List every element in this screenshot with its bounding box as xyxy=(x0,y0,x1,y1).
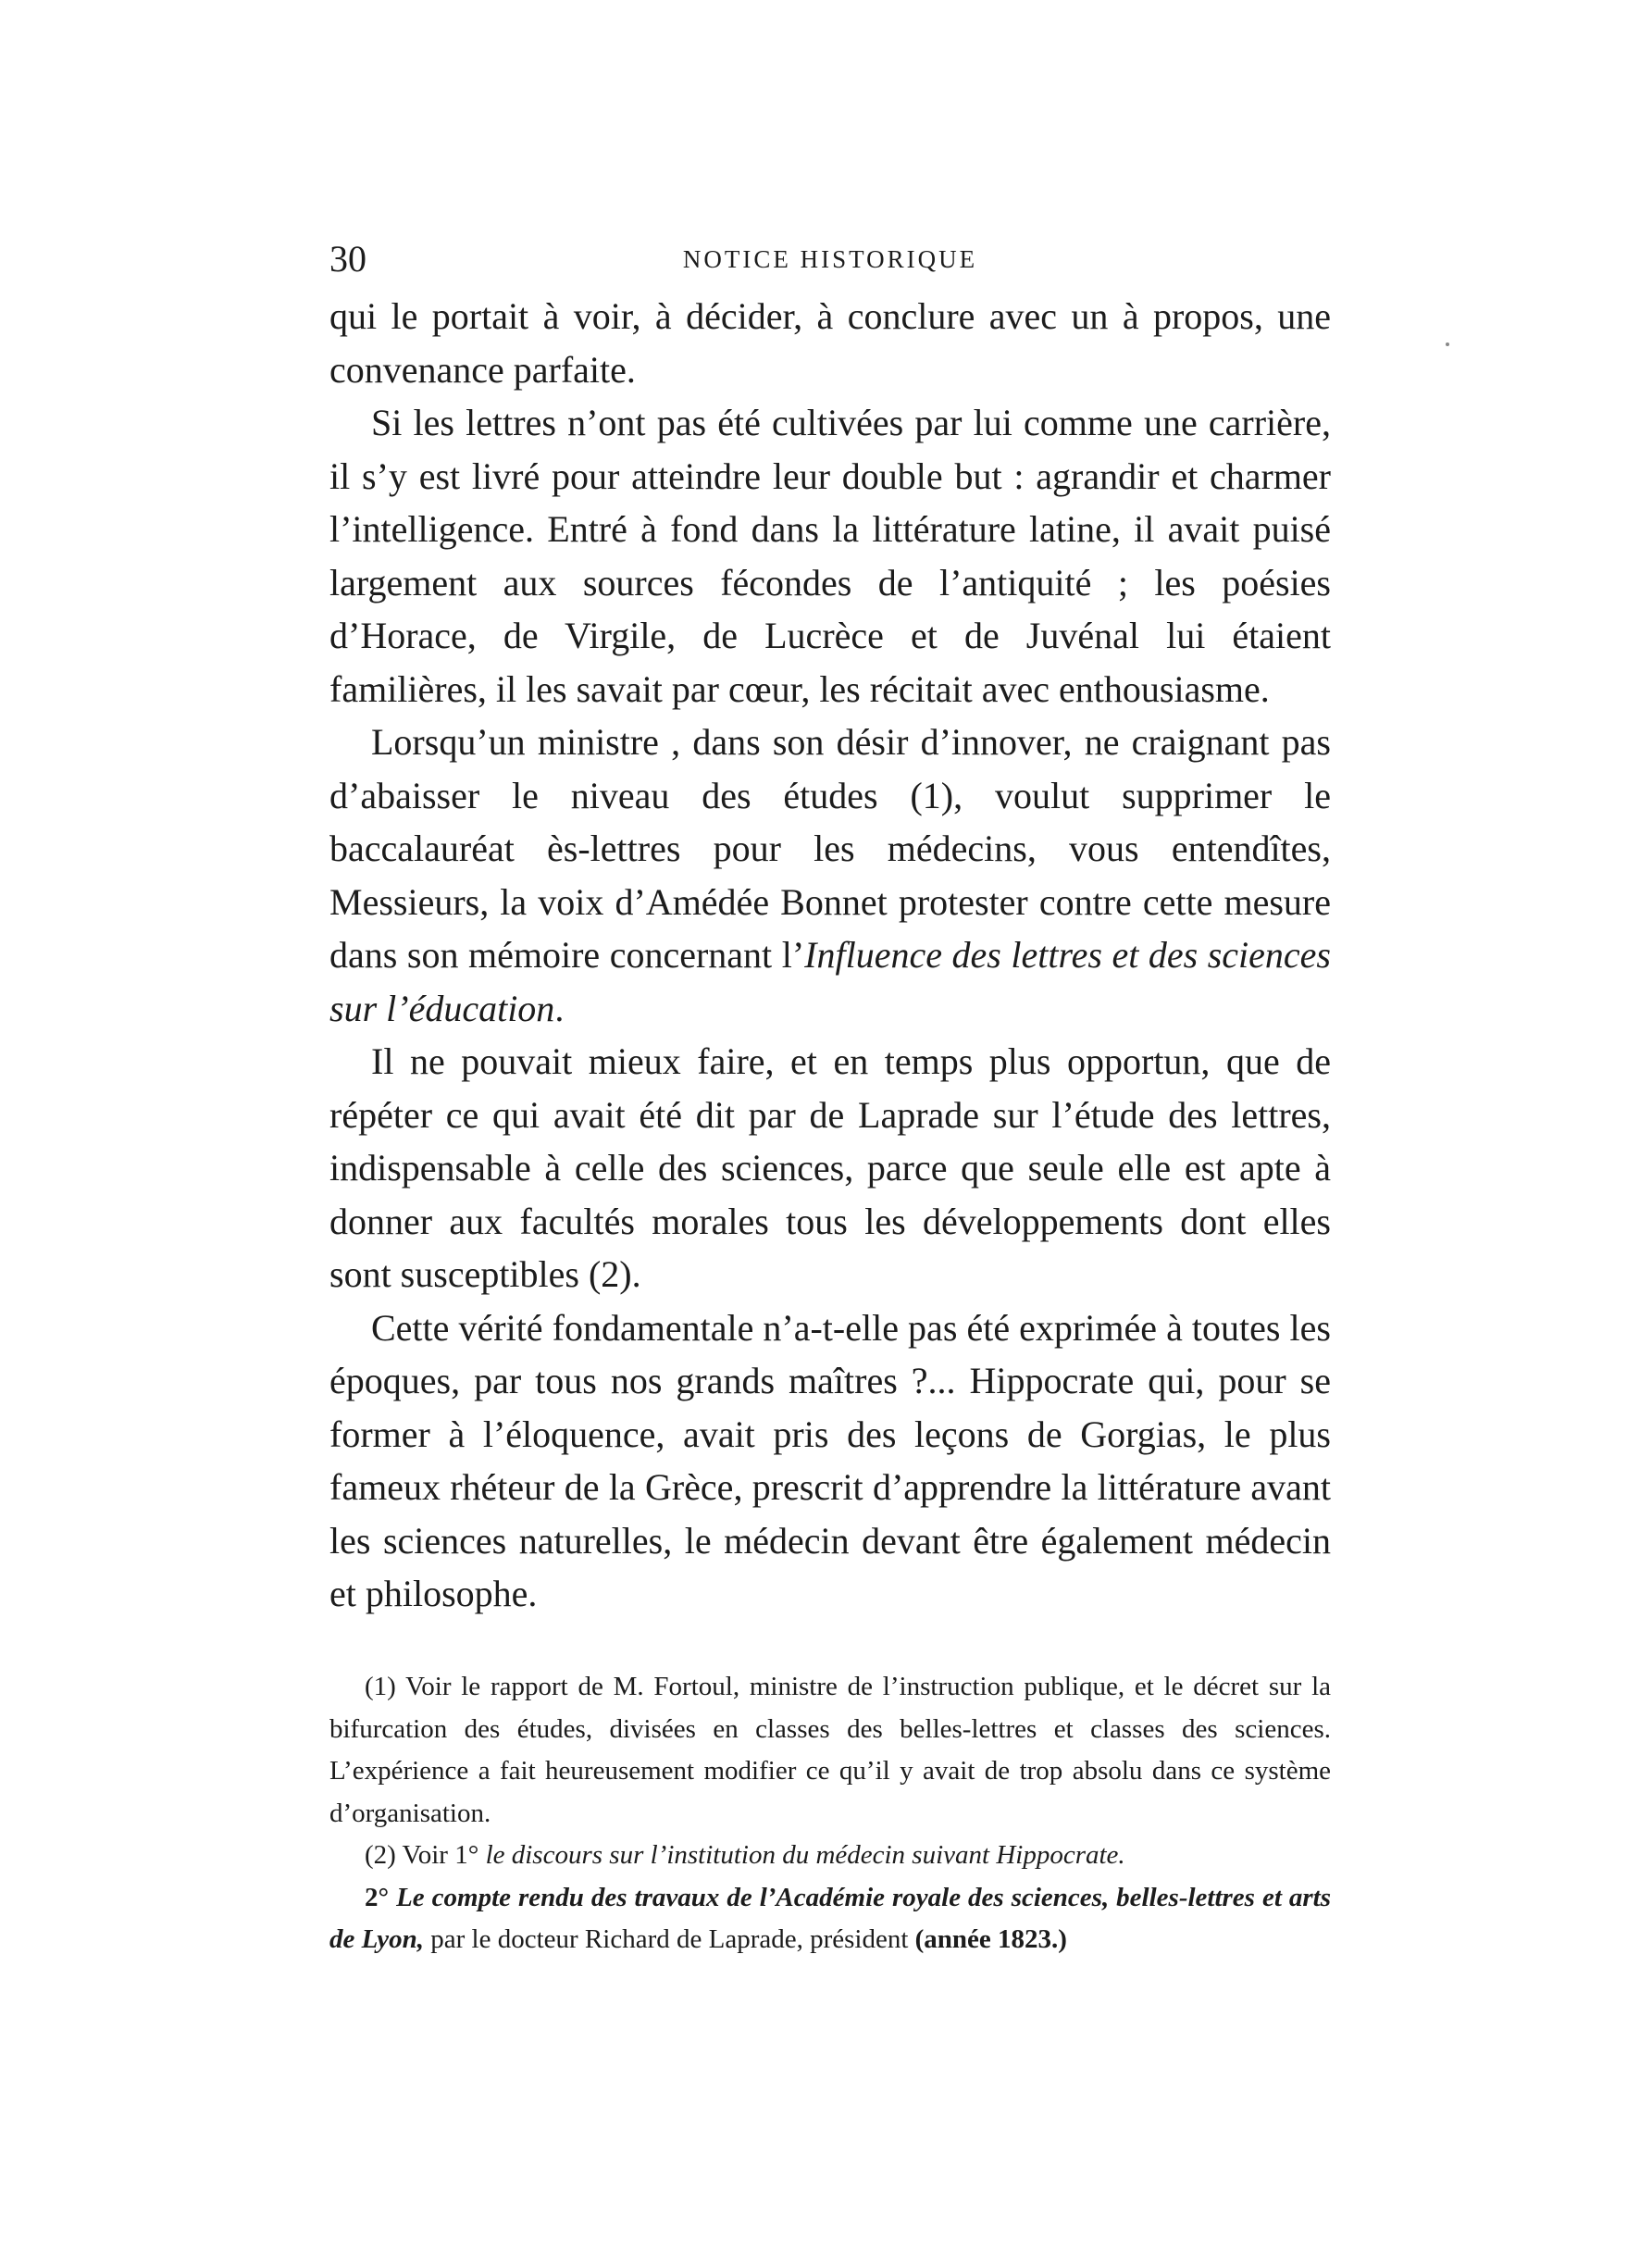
page-number: 30 xyxy=(329,238,366,280)
footnote-2 xyxy=(329,1835,1331,1877)
footnote-2-title: le discours sur l’institution du médecin suivant Hippocrate. xyxy=(485,1840,1125,1870)
footnote-1: (1) Voir le rapport de M. Fortoul, ministre de l’instruction publique, et le décret sur la bifurcation des études, divisées en classes des belles-lettres et classes des sciences. L’expérience a fait heureusement modifier ce qu’il y avait de trop absolu dans ce système d’organisation. xyxy=(329,1672,1331,1828)
footnotes xyxy=(329,1666,1331,1961)
memoir-title: Influence des lettres et des sciences sur l’éducation xyxy=(329,934,1331,1029)
footnote-2b-prefix: 2° xyxy=(365,1882,390,1912)
paragraph-3 xyxy=(329,716,1331,1035)
main-text xyxy=(329,290,1331,1621)
page-header xyxy=(329,231,1331,287)
paragraph-2: Si les lettres n’ont pas été cultivées par lui comme une carrière, il s’y est livré pour atteindre leur double but : agrandir et charmer l’intelligence. Entré à fond dans la littérature latine, il avait puisé largement aux sources fécondes de l’antiquité ; les poésies d’Horace, de Virgile, de Lucrèce et de Juvénal lui étaient familières, il les savait par cœur, les récitait avec enthousiasme. xyxy=(329,402,1331,710)
paragraph-1: qui le portait à voir, à décider, à conclure avec un à propos, une convenance parfaite. xyxy=(329,295,1331,391)
footnote-2b-rest: par le docteur Richard de Laprade, président xyxy=(430,1924,909,1954)
footnote-2b-title: Le compte rendu des travaux de l’Académie royale des sciences, belles-lettres et arts de Lyon, xyxy=(329,1882,1331,1954)
footnote-2b xyxy=(329,1877,1331,1961)
running-head: NOTICE HISTORIQUE xyxy=(682,245,978,273)
paragraph-4: Il ne pouvait mieux faire, et en temps plus opportun, que de répéter ce qui avait été dit par de Laprade sur l’étude des lettres, indispensable à celle des sciences, parce que seule elle est apte à donner aux facultés morales tous les développements dont elles sont susceptibles (2). xyxy=(329,1040,1331,1295)
paragraph-3-text: Lorsqu’un ministre , dans son désir d’innover, ne craignant pas d’abaisser le niveau des études (1), voulut supprimer le baccalauréat ès-lettres pour les médecins, vous entendîtes, Messieurs, la voix d’Amédée Bonnet protester contre cette mesure dans son mémoire concernant l’ xyxy=(329,721,1331,976)
paragraph-3-end: . xyxy=(554,987,565,1029)
scan-speck xyxy=(1446,342,1449,346)
footnote-2-prefix: (2) Voir 1° xyxy=(365,1840,479,1870)
paragraph-5: Cette vérité fondamentale n’a-t-elle pas été exprimée à toutes les époques, par tous nos grands maîtres ?... Hippocrate qui, pour se former à l’éloquence, avait pris des leçons de Gorgias, le plus fameux rhéteur de la Grèce, prescrit d’apprendre la littérature avant les sciences naturelles, le médecin devant être également médecin et philosophe. xyxy=(329,1306,1331,1614)
footnote-2b-year: (année 1823.) xyxy=(914,1924,1067,1954)
